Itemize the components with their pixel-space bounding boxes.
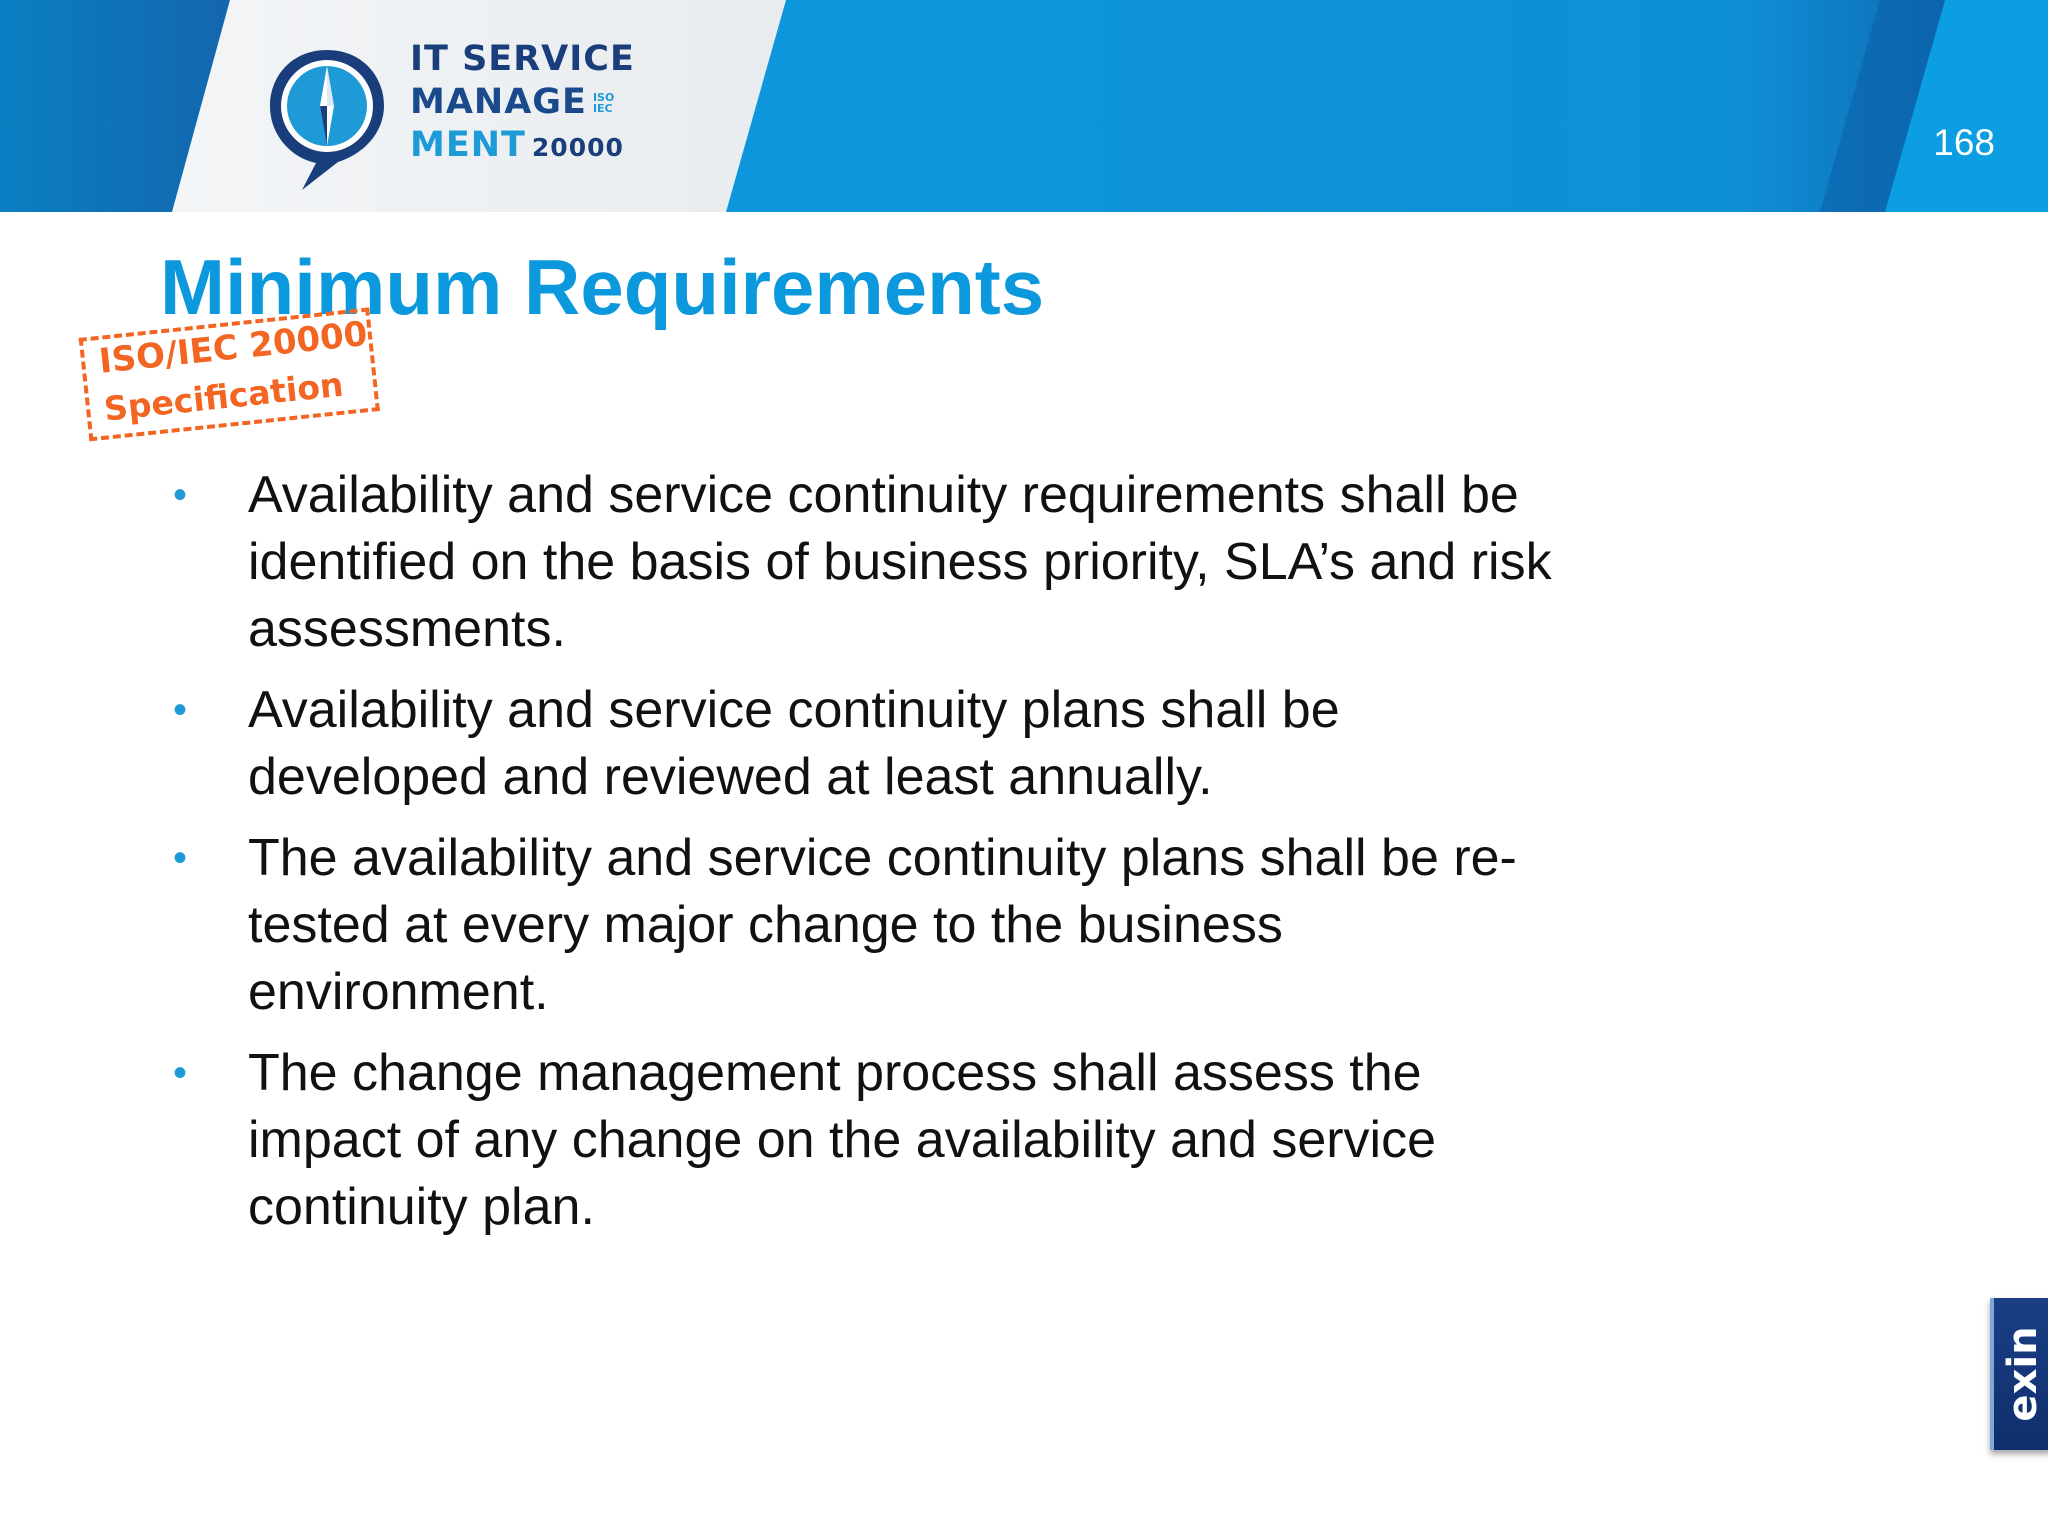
compass-pin-icon (262, 42, 392, 194)
exin-wordmark: exin (2000, 1326, 2046, 1422)
bullet-icon: • (173, 473, 188, 517)
list-item (170, 677, 1570, 811)
it-service-management-logo (262, 38, 642, 198)
logo-line-1: IT SERVICE (410, 39, 635, 79)
exin-logo (1990, 1298, 2048, 1450)
list-item-text: Availability and service continuity plans shall be developed and reviewed at least annually. (248, 681, 1340, 806)
list-item (170, 1040, 1570, 1241)
list-item-text: The availability and service continuity plans shall be re-tested at every major change to the business environment. (248, 829, 1517, 1021)
list-item (170, 462, 1570, 663)
logo-line-2: MANAGE ISO IEC (410, 82, 615, 122)
bullet-icon: • (173, 1051, 188, 1095)
list-item-text: The change management process shall assess the impact of any change on the availability and service continuity plan. (248, 1044, 1437, 1236)
logo-wordmark (410, 38, 635, 169)
slide-title: Minimum Requirements (160, 243, 1045, 331)
logo-line-3: MENT 20000 (410, 125, 624, 165)
stamp-line-2: Specification (102, 364, 346, 429)
bullet-icon: • (173, 688, 188, 732)
iso-specification-stamp (78, 300, 399, 452)
list-item (170, 825, 1570, 1026)
requirements-list (170, 462, 1570, 1255)
list-item-text: Availability and service continuity requirements shall be identified on the basis of business priority, SLA’s and risk assessments. (248, 466, 1552, 658)
page-number: 168 (1933, 122, 1995, 163)
stamp-line-1: ISO/IEC 20000 (97, 313, 370, 382)
bullet-icon: • (173, 836, 188, 880)
iso-iec-mark: ISO IEC (592, 91, 615, 115)
